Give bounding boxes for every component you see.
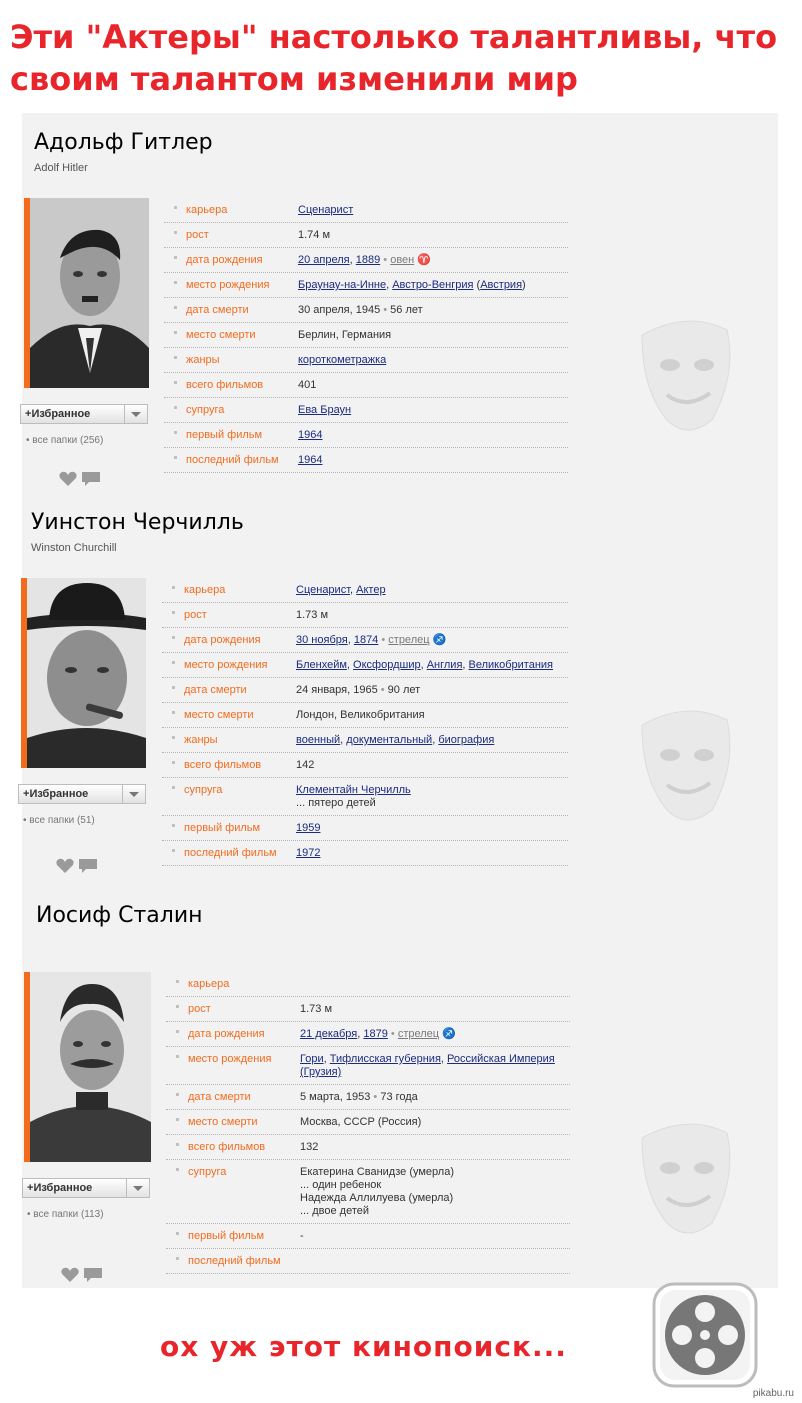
info-link[interactable]: Тифлисская губерния bbox=[329, 1053, 441, 1065]
info-row-death-place bbox=[164, 323, 568, 348]
info-label: место рождения bbox=[188, 1053, 272, 1065]
bullet-icon bbox=[172, 736, 175, 739]
info-value bbox=[296, 759, 314, 772]
info-link[interactable]: Англия bbox=[426, 659, 463, 671]
bullet-icon bbox=[172, 761, 175, 764]
info-value bbox=[296, 784, 411, 810]
info-link[interactable]: Оксфордшир bbox=[353, 659, 421, 671]
info-label: рост bbox=[188, 1003, 211, 1015]
info-text: 24 января, 1965 bbox=[296, 684, 378, 696]
info-label: первый фильм bbox=[184, 822, 261, 834]
info-value bbox=[296, 734, 494, 747]
person-original-name: Winston Churchill bbox=[31, 542, 117, 554]
info-value bbox=[298, 379, 316, 392]
info-value bbox=[296, 847, 320, 860]
info-label: место смерти bbox=[188, 1116, 258, 1128]
info-value bbox=[296, 609, 328, 622]
photo-image bbox=[30, 198, 149, 388]
bullet-icon bbox=[174, 431, 177, 434]
info-row-height bbox=[166, 997, 570, 1022]
info-text: , bbox=[340, 734, 347, 746]
info-value bbox=[300, 1166, 454, 1218]
info-link[interactable]: Сценарист bbox=[296, 584, 351, 596]
info-text: Надежда Аллилуева (умерла) bbox=[300, 1192, 454, 1204]
info-row-death-date bbox=[164, 298, 568, 323]
info-value bbox=[300, 1141, 318, 1154]
heart-icon bbox=[59, 472, 76, 486]
info-text: 90 лет bbox=[387, 684, 421, 696]
bullet-icon bbox=[176, 1030, 179, 1033]
info-row-spouse bbox=[166, 1160, 570, 1224]
info-text: , bbox=[323, 1053, 330, 1065]
separator: ♐ bbox=[439, 1028, 456, 1040]
info-link[interactable]: Браунау-на-Инне bbox=[298, 279, 387, 291]
theatre-mask-icon bbox=[632, 705, 742, 825]
info-text: , bbox=[462, 659, 469, 671]
info-text: , bbox=[346, 659, 354, 671]
info-text: 1.73 м bbox=[296, 609, 329, 621]
info-value bbox=[300, 1028, 456, 1041]
info-row-death-place bbox=[166, 1110, 570, 1135]
folders-count: все папки (256) bbox=[32, 435, 104, 446]
info-link[interactable]: 1889 bbox=[355, 254, 381, 266]
info-row-height bbox=[162, 603, 568, 628]
info-value bbox=[300, 1091, 418, 1104]
heart-icon bbox=[56, 859, 73, 873]
info-row-birth-place bbox=[162, 653, 568, 678]
bullet-icon bbox=[174, 206, 177, 209]
person-name: Адольф Гитлер bbox=[34, 130, 213, 155]
zodiac-link[interactable]: овен bbox=[390, 254, 415, 266]
info-text: , bbox=[350, 584, 357, 596]
info-row-birth-date bbox=[162, 628, 568, 653]
info-label: супруга bbox=[184, 784, 223, 796]
comment-icon bbox=[82, 472, 100, 486]
info-label: первый фильм bbox=[188, 1230, 265, 1242]
info-text: , bbox=[432, 734, 439, 746]
photo-image bbox=[27, 578, 146, 768]
info-value bbox=[296, 684, 420, 697]
info-link[interactable]: документальный bbox=[346, 734, 433, 746]
info-link[interactable]: короткометражка bbox=[298, 354, 387, 366]
info-text: , bbox=[349, 254, 356, 266]
all-folders-link[interactable]: • все папки (113) bbox=[27, 1209, 104, 1220]
bullet-icon bbox=[172, 824, 175, 827]
all-folders-link[interactable]: • все папки (51) bbox=[23, 815, 95, 826]
separator: • bbox=[387, 1028, 398, 1040]
info-link[interactable]: Гори bbox=[300, 1053, 324, 1065]
info-row-last-film bbox=[162, 841, 568, 866]
bullet-icon bbox=[174, 406, 177, 409]
person-name: Иосиф Сталин bbox=[36, 903, 203, 928]
bullet-icon bbox=[174, 456, 177, 459]
info-value bbox=[298, 279, 526, 292]
info-text: - bbox=[300, 1230, 304, 1242]
chevron-down-icon[interactable] bbox=[122, 785, 145, 803]
separator: • bbox=[380, 254, 391, 266]
info-label: рост bbox=[184, 609, 207, 621]
favorite-label: Избранное bbox=[31, 408, 91, 420]
info-label: место рождения bbox=[184, 659, 268, 671]
info-text: , bbox=[386, 279, 393, 291]
bullet-icon bbox=[172, 611, 175, 614]
info-text: 1.73 м bbox=[300, 1003, 333, 1015]
info-label: дата смерти bbox=[184, 684, 247, 696]
info-row-death-date bbox=[166, 1085, 570, 1110]
info-value bbox=[298, 204, 353, 217]
info-text: 132 bbox=[300, 1141, 319, 1153]
info-link[interactable]: Клементайн Черчилль bbox=[296, 784, 411, 796]
heart-icon bbox=[61, 1268, 78, 1282]
all-folders-link[interactable]: • все папки (256) bbox=[26, 435, 104, 446]
info-row-career bbox=[164, 198, 568, 223]
info-value bbox=[298, 404, 351, 417]
info-link[interactable]: Австро-Венгрия bbox=[392, 279, 474, 291]
bullet-icon bbox=[176, 1055, 179, 1058]
info-text: 56 лет bbox=[390, 304, 423, 316]
info-value bbox=[300, 1230, 304, 1243]
info-text: Екатерина Сванидзе (умерла) bbox=[300, 1166, 454, 1178]
info-link[interactable]: Ева Браун bbox=[298, 404, 352, 416]
info-link[interactable]: Австрия bbox=[480, 279, 523, 291]
info-value bbox=[298, 254, 431, 267]
info-label: карьера bbox=[186, 204, 228, 216]
info-link[interactable]: 1959 bbox=[296, 822, 321, 834]
info-value bbox=[298, 229, 330, 242]
favorite-label: Избранное bbox=[33, 1182, 93, 1194]
info-text: Москва, СССР (Россия) bbox=[300, 1116, 422, 1128]
info-link[interactable]: 1964 bbox=[298, 454, 323, 466]
info-label: рост bbox=[186, 229, 209, 241]
kinopoisk-logo-icon bbox=[646, 1276, 764, 1394]
comment-icon bbox=[79, 859, 97, 873]
info-value bbox=[300, 1053, 555, 1079]
bullet-icon bbox=[176, 1093, 179, 1096]
info-text: ( bbox=[473, 279, 481, 291]
info-link[interactable]: 1874 bbox=[353, 634, 379, 646]
info-row-total-films bbox=[162, 753, 568, 778]
info-row-birth-place bbox=[164, 273, 568, 298]
bullet-icon bbox=[172, 661, 175, 664]
favorite-button[interactable] bbox=[20, 404, 148, 424]
info-row-death-date bbox=[162, 678, 568, 703]
info-row-genres bbox=[162, 728, 568, 753]
info-row-career bbox=[166, 972, 570, 997]
info-text: ... один ребенок bbox=[300, 1179, 382, 1191]
info-text: Лондон, Великобритания bbox=[296, 709, 425, 721]
info-value bbox=[300, 1003, 332, 1016]
info-link[interactable]: биография bbox=[438, 734, 495, 746]
info-table bbox=[162, 578, 568, 868]
separator: • bbox=[378, 634, 389, 646]
info-label: жанры bbox=[184, 734, 218, 746]
info-label: карьера bbox=[188, 978, 230, 990]
info-label: всего фильмов bbox=[184, 759, 262, 771]
info-row-first-film bbox=[166, 1224, 570, 1249]
bullet-icon bbox=[176, 980, 179, 983]
info-text: Берлин, Германия bbox=[298, 329, 392, 341]
person-photo[interactable] bbox=[24, 972, 151, 1162]
bullet-icon bbox=[172, 711, 175, 714]
footer-caption: ох уж этот кинопоиск... bbox=[160, 1330, 567, 1363]
info-label: супруга bbox=[188, 1166, 227, 1178]
info-text: 73 года bbox=[380, 1091, 418, 1103]
bullet-icon bbox=[174, 256, 177, 259]
info-value bbox=[298, 354, 386, 367]
info-text: , bbox=[347, 634, 354, 646]
info-label: всего фильмов bbox=[188, 1141, 266, 1153]
info-link[interactable]: Сценарист bbox=[298, 204, 354, 216]
info-link[interactable]: 30 ноября bbox=[296, 634, 348, 646]
info-text: 401 bbox=[298, 379, 317, 391]
info-row-last-film bbox=[166, 1249, 570, 1274]
chevron-down-icon[interactable] bbox=[126, 1179, 149, 1197]
info-label: супруга bbox=[186, 404, 225, 416]
chevron-down-icon[interactable] bbox=[124, 405, 147, 423]
info-link[interactable]: Бленхейм bbox=[296, 659, 347, 671]
bullet-icon bbox=[172, 849, 175, 852]
info-label: место рождения bbox=[186, 279, 270, 291]
favorite-button[interactable] bbox=[18, 784, 146, 804]
bullet-icon bbox=[176, 1232, 179, 1235]
info-value bbox=[296, 659, 553, 672]
info-value bbox=[296, 584, 386, 597]
headline: Эти "Актеры" настолько талантливы, что своим талантом изменили мир bbox=[10, 18, 778, 98]
bullet-icon bbox=[174, 231, 177, 234]
info-link[interactable]: 1964 bbox=[298, 429, 323, 441]
bullet-icon bbox=[176, 1118, 179, 1121]
info-table bbox=[164, 198, 568, 474]
bullet-icon bbox=[176, 1168, 179, 1171]
info-text: , bbox=[420, 659, 427, 671]
zodiac-link[interactable]: стрелец bbox=[397, 1028, 440, 1040]
info-row-spouse bbox=[164, 398, 568, 423]
info-text: 142 bbox=[296, 759, 315, 771]
folders-count: все папки (113) bbox=[33, 1209, 104, 1220]
bullet-icon bbox=[174, 331, 177, 334]
separator: ♈ bbox=[414, 254, 431, 266]
info-label: карьера bbox=[184, 584, 226, 596]
info-value bbox=[298, 304, 423, 317]
info-row-last-film bbox=[164, 448, 568, 473]
info-row-birth-date bbox=[166, 1022, 570, 1047]
info-row-death-place bbox=[162, 703, 568, 728]
bullet-icon bbox=[174, 306, 177, 309]
info-value bbox=[300, 1116, 421, 1129]
info-link[interactable]: военный bbox=[296, 734, 341, 746]
separator: • bbox=[370, 1091, 381, 1103]
info-text: , bbox=[357, 1028, 364, 1040]
info-link[interactable]: 20 апреля bbox=[298, 254, 350, 266]
bullet-icon bbox=[172, 686, 175, 689]
info-link[interactable]: 21 декабря bbox=[300, 1028, 358, 1040]
favorite-button[interactable] bbox=[22, 1178, 150, 1198]
info-row-first-film bbox=[164, 423, 568, 448]
info-label: дата рождения bbox=[184, 634, 261, 646]
info-link[interactable]: (Грузия) bbox=[300, 1066, 342, 1078]
info-value bbox=[298, 454, 322, 467]
bullet-icon bbox=[172, 636, 175, 639]
person-photo[interactable] bbox=[24, 198, 149, 388]
info-label: последний фильм bbox=[184, 847, 277, 859]
info-value bbox=[296, 822, 320, 835]
social-icons bbox=[55, 856, 99, 876]
info-row-genres bbox=[164, 348, 568, 373]
bullet-icon bbox=[176, 1257, 179, 1260]
comment-icon bbox=[84, 1268, 102, 1282]
info-text: 5 марта, 1953 bbox=[300, 1091, 371, 1103]
info-label: всего фильмов bbox=[186, 379, 264, 391]
info-label: дата рождения bbox=[188, 1028, 265, 1040]
zodiac-link[interactable]: стрелец bbox=[388, 634, 430, 646]
info-text: 1.74 м bbox=[298, 229, 331, 241]
bullet-icon bbox=[176, 1143, 179, 1146]
info-row-birth-place bbox=[166, 1047, 570, 1085]
info-label: последний фильм bbox=[186, 454, 279, 466]
info-row-total-films bbox=[166, 1135, 570, 1160]
info-row-total-films bbox=[164, 373, 568, 398]
info-label: место смерти bbox=[186, 329, 256, 341]
folders-count: все папки (51) bbox=[29, 815, 95, 826]
bullet-icon bbox=[176, 1005, 179, 1008]
info-label: дата рождения bbox=[186, 254, 263, 266]
info-value bbox=[296, 634, 446, 647]
info-row-height bbox=[164, 223, 568, 248]
theatre-mask-icon bbox=[632, 1118, 742, 1238]
plus-icon: + bbox=[23, 788, 30, 800]
info-link[interactable]: 1879 bbox=[363, 1028, 388, 1040]
info-text: , bbox=[440, 1053, 448, 1065]
info-label: жанры bbox=[186, 354, 220, 366]
theatre-mask-icon bbox=[632, 315, 742, 435]
info-label: дата смерти bbox=[188, 1091, 251, 1103]
separator: ♐ bbox=[429, 634, 447, 646]
info-value bbox=[298, 329, 391, 342]
info-text: ... пятеро детей bbox=[296, 797, 376, 809]
info-text: 30 апреля, 1945 bbox=[298, 304, 381, 316]
info-value bbox=[298, 429, 322, 442]
info-label: место смерти bbox=[184, 709, 254, 721]
info-row-birth-date bbox=[164, 248, 568, 273]
info-link[interactable]: Великобритания bbox=[468, 659, 554, 671]
info-text: ) bbox=[522, 279, 526, 291]
favorite-label: Избранное bbox=[29, 788, 89, 800]
info-label: последний фильм bbox=[188, 1255, 281, 1267]
info-label: дата смерти bbox=[186, 304, 249, 316]
bullet-icon bbox=[174, 381, 177, 384]
separator: • bbox=[377, 684, 388, 696]
social-icons bbox=[60, 1265, 104, 1285]
info-link[interactable]: 1972 bbox=[296, 847, 321, 859]
info-text: ... двое детей bbox=[300, 1205, 370, 1217]
person-photo[interactable] bbox=[21, 578, 146, 768]
info-label: первый фильм bbox=[186, 429, 263, 441]
plus-icon: + bbox=[27, 1182, 34, 1194]
bullet-icon bbox=[172, 786, 175, 789]
info-value bbox=[296, 709, 425, 722]
person-name: Уинстон Черчилль bbox=[31, 510, 244, 535]
bullet-icon bbox=[174, 281, 177, 284]
info-table bbox=[166, 972, 570, 1274]
plus-icon: + bbox=[25, 408, 32, 420]
info-row-career bbox=[162, 578, 568, 603]
info-link[interactable]: Актер bbox=[356, 584, 386, 596]
separator: • bbox=[380, 304, 391, 316]
social-icons bbox=[58, 469, 102, 489]
bullet-icon bbox=[172, 586, 175, 589]
watermark: pikabu.ru bbox=[752, 1388, 794, 1399]
info-link[interactable]: Российская Империя bbox=[447, 1053, 555, 1065]
bullet-icon bbox=[174, 356, 177, 359]
person-original-name: Adolf Hitler bbox=[34, 162, 88, 174]
photo-image bbox=[30, 972, 151, 1162]
info-row-spouse bbox=[162, 778, 568, 816]
info-row-first-film bbox=[162, 816, 568, 841]
